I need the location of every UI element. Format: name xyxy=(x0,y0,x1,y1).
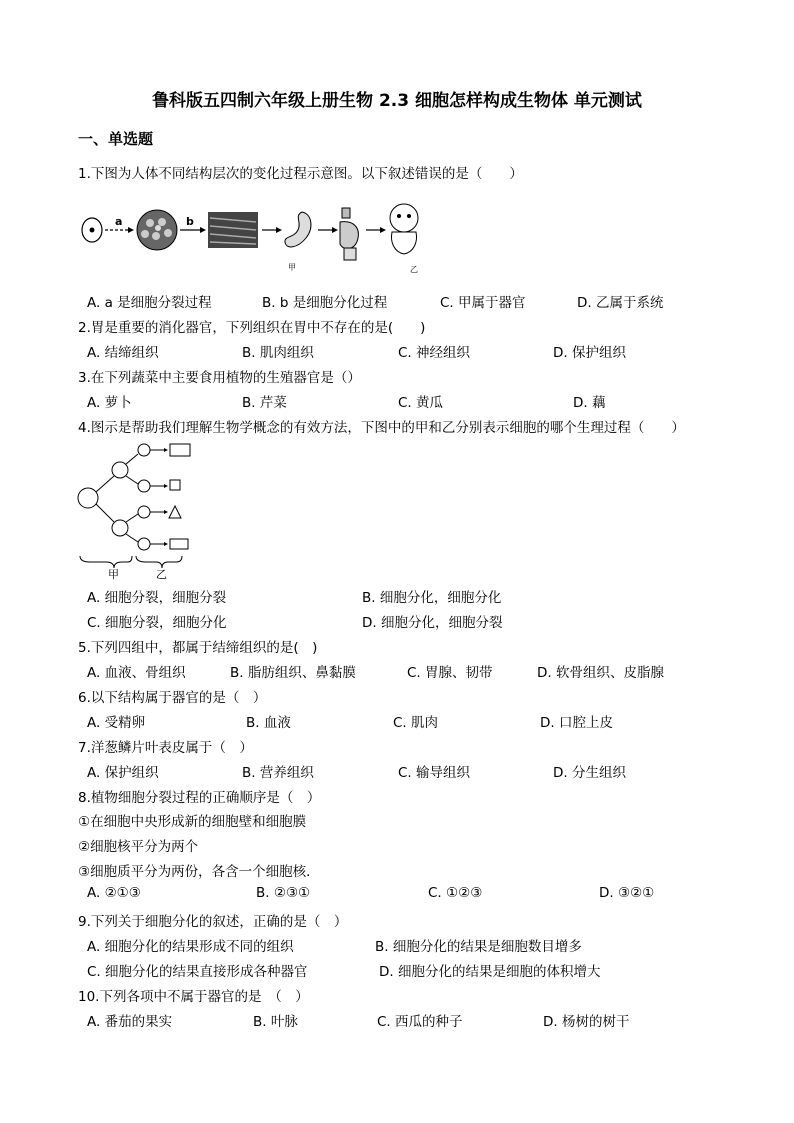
q8-step-2: ②细胞核平分为两个 xyxy=(78,839,199,855)
label-b: b xyxy=(186,215,194,228)
q6-option-c[interactable]: C. 肌肉 xyxy=(393,715,439,731)
question-7-stem: 7.洋葱鳞片叶表皮属于（ ） xyxy=(78,740,253,756)
q7-option-b[interactable]: B. 营养组织 xyxy=(242,765,314,781)
q9-option-c[interactable]: C. 细胞分化的结果直接形成各种器官 xyxy=(87,964,308,980)
q10-option-a[interactable]: A. 番茄的果实 xyxy=(87,1014,173,1030)
label-jia: 甲 xyxy=(288,263,296,272)
figure-4-cell-diagram xyxy=(76,440,196,580)
q2-option-a[interactable]: A. 结缔组织 xyxy=(87,345,159,361)
q2-option-b[interactable]: B. 肌肉组织 xyxy=(242,345,314,361)
q9-option-d[interactable]: D. 细胞分化的结果是细胞的体积增大 xyxy=(379,964,601,980)
q10-option-d[interactable]: D. 杨树的树干 xyxy=(543,1014,630,1030)
q5-option-c[interactable]: C. 胃腺、韧带 xyxy=(407,665,493,681)
q4-option-c[interactable]: C. 细胞分裂，细胞分化 xyxy=(87,615,227,631)
q8-option-d[interactable]: D. ③②① xyxy=(599,885,655,901)
question-6-stem: 6.以下结构属于器官的是（ ） xyxy=(78,690,267,706)
q1-option-a[interactable]: A. a 是细胞分裂过程 xyxy=(87,295,212,311)
question-2-stem: 2.胃是重要的消化器官，下列组织在胃中不存在的是( ) xyxy=(78,320,426,336)
q8-option-b[interactable]: B. ②③① xyxy=(256,885,311,901)
q1-option-b[interactable]: B. b 是细胞分化过程 xyxy=(262,295,388,311)
figure-1-body-levels xyxy=(80,198,420,278)
question-3-stem: 3.在下列蔬菜中主要食用植物的生殖器官是（） xyxy=(78,370,361,386)
q3-option-b[interactable]: B. 芹菜 xyxy=(242,395,287,411)
fig4-label-yi: 乙 xyxy=(156,568,167,580)
q7-option-d[interactable]: D. 分生组织 xyxy=(553,765,626,781)
q5-option-d[interactable]: D. 软骨组织、皮脂腺 xyxy=(537,665,664,681)
q8-option-a[interactable]: A. ②①③ xyxy=(87,885,141,901)
q6-option-a[interactable]: A. 受精卵 xyxy=(87,715,146,731)
section-heading: 一、单选题 xyxy=(78,130,154,148)
label-a: a xyxy=(115,215,123,228)
q4-option-d[interactable]: D. 细胞分化，细胞分裂 xyxy=(362,615,503,631)
q7-option-c[interactable]: C. 输导组织 xyxy=(398,765,471,781)
q6-option-b[interactable]: B. 血液 xyxy=(246,715,291,731)
q9-option-b[interactable]: B. 细胞分化的结果是细胞数目增多 xyxy=(375,939,582,955)
q1-option-d[interactable]: D. 乙属于系统 xyxy=(577,295,664,311)
q8-step-1: ①在细胞中央形成新的细胞壁和细胞膜 xyxy=(78,814,307,830)
q7-option-a[interactable]: A. 保护组织 xyxy=(87,765,159,781)
question-4-stem: 4.图示是帮助我们理解生物学概念的有效方法，下图中的甲和乙分别表示细胞的哪个生理过程（ ） xyxy=(78,420,685,436)
question-8-stem: 8.植物细胞分裂过程的正确顺序是（ ） xyxy=(78,790,321,806)
label-yi: 乙 xyxy=(410,265,418,274)
q8-option-c[interactable]: C. ①②③ xyxy=(428,885,483,901)
q2-option-c[interactable]: C. 神经组织 xyxy=(398,345,471,361)
q6-option-d[interactable]: D. 口腔上皮 xyxy=(540,715,613,731)
q8-step-3: ③细胞质平分为两份，各含一个细胞核． xyxy=(78,864,320,880)
question-1-stem: 1.下图为人体不同结构层次的变化过程示意图。以下叙述错误的是（ ） xyxy=(78,166,523,182)
fig4-label-jia: 甲 xyxy=(108,568,119,580)
q3-option-c[interactable]: C. 黄瓜 xyxy=(398,395,444,411)
q3-option-a[interactable]: A. 萝卜 xyxy=(87,395,132,411)
q10-option-c[interactable]: C. 西瓜的种子 xyxy=(377,1014,463,1030)
question-5-stem: 5.下列四组中，都属于结缔组织的是( ) xyxy=(78,640,318,656)
question-10-stem: 10.下列各项中不属于器官的是 （ ） xyxy=(78,989,309,1005)
question-9-stem: 9.下列关于细胞分化的叙述，正确的是（ ） xyxy=(78,914,348,930)
q1-option-c[interactable]: C. 甲属于器官 xyxy=(440,295,526,311)
q5-option-a[interactable]: A. 血液、骨组织 xyxy=(87,665,186,681)
page-title: 鲁科版五四制六年级上册生物 2.3 细胞怎样构成生物体 单元测试 xyxy=(152,91,642,111)
q9-option-a[interactable]: A. 细胞分化的结果形成不同的组织 xyxy=(87,939,294,955)
q2-option-d[interactable]: D. 保护组织 xyxy=(553,345,626,361)
q4-option-a[interactable]: A. 细胞分裂，细胞分裂 xyxy=(87,590,227,606)
q4-option-b[interactable]: B. 细胞分化，细胞分化 xyxy=(362,590,502,606)
q5-option-b[interactable]: B. 脂肪组织、鼻黏膜 xyxy=(230,665,356,681)
q10-option-b[interactable]: B. 叶脉 xyxy=(253,1014,298,1030)
q3-option-d[interactable]: D. 藕 xyxy=(573,395,606,411)
